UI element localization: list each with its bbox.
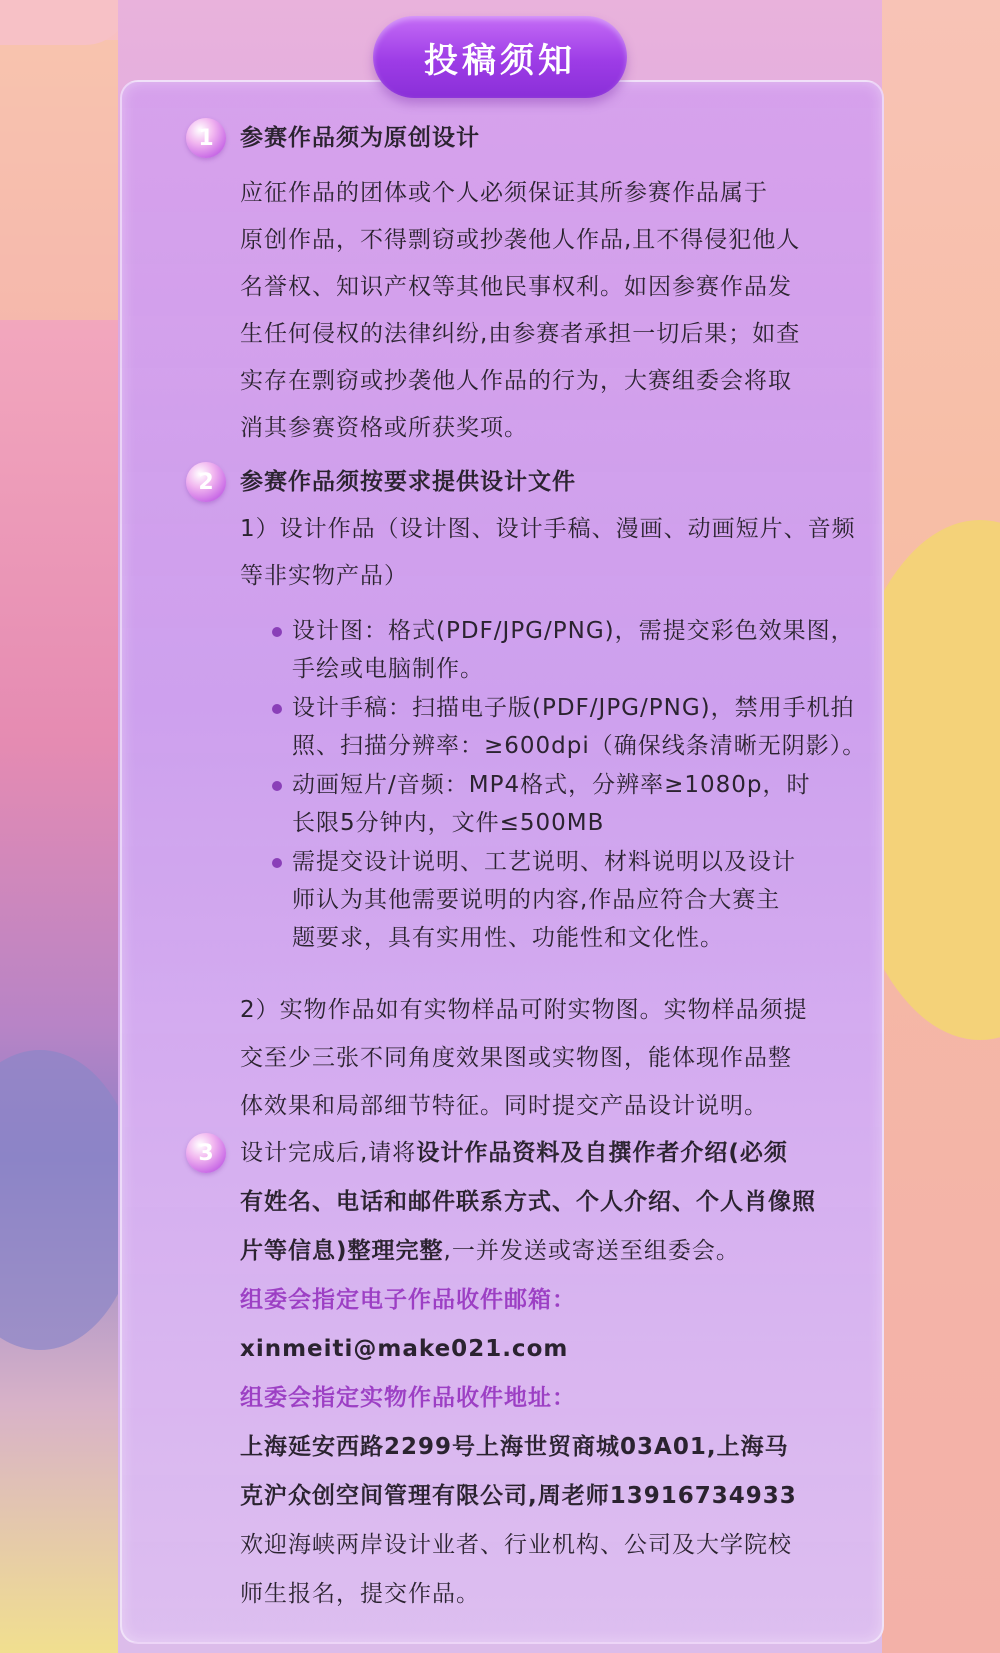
section-heading: 参赛作品须为原创设计	[240, 125, 480, 151]
body-line: 1）设计作品（设计图、设计手稿、漫画、动画短片、音频	[240, 516, 856, 542]
section-heading: 参赛作品须按要求提供设计文件	[240, 469, 576, 495]
bullet-line: 照、扫描分辨率：≥600dpi（确保线条清晰无阴影）。	[292, 733, 867, 759]
closing-line: 师生报名，提交作品。	[240, 1581, 480, 1607]
bullet-dot	[272, 858, 282, 868]
bullet-dot	[272, 704, 282, 714]
body-line: 原创作品，不得剽窃或抄袭他人作品,且不得侵犯他人	[240, 227, 801, 253]
body-line: 实存在剽窃或抄袭他人作品的行为，大赛组委会将取	[240, 368, 792, 394]
bullet-line: 需提交设计说明、工艺说明、材料说明以及设计	[292, 849, 796, 875]
body-text: ,一并发送或寄送至组委会。	[443, 1238, 740, 1264]
body-line: 生任何侵权的法律纠纷,由参赛者承担一切后果；如查	[240, 321, 801, 347]
page-title: 投稿须知	[424, 40, 576, 81]
email-label: 组委会指定电子作品收件邮箱：	[240, 1287, 576, 1313]
section-number-badge: 2	[186, 462, 226, 502]
body-line: 有姓名、电话和邮件联系方式、个人介绍、个人肖像照	[240, 1189, 816, 1215]
bullet-line: 设计图：格式(PDF/JPG/PNG)，需提交彩色效果图，	[292, 618, 855, 644]
bullet-line: 手绘或电脑制作。	[292, 656, 484, 682]
email-address: xinmeiti@make021.com	[240, 1336, 569, 1362]
section-number-badge: 1	[186, 118, 226, 158]
bullet-dot	[272, 627, 282, 637]
bullet-line: 长限5分钟内，文件≤500MB	[292, 810, 605, 836]
body-text-bold: 片等信息)整理完整	[240, 1238, 444, 1264]
body-line: 体效果和局部细节特征。同时提交产品设计说明。	[240, 1093, 768, 1119]
body-text-bold: 设计作品资料及自撰作者介绍(必须	[416, 1140, 788, 1166]
body-line	[240, 1138, 788, 1168]
body-line	[240, 1236, 740, 1266]
closing-line: 欢迎海峡两岸设计业者、行业机构、公司及大学院校	[240, 1532, 792, 1558]
bullet-dot	[272, 781, 282, 791]
bullet-line: 设计手稿：扫描电子版(PDF/JPG/PNG)，禁用手机拍	[292, 695, 855, 721]
body-line: 交至少三张不同角度效果图或实物图，能体现作品整	[240, 1045, 792, 1071]
body-text: 设计完成后,请将	[240, 1140, 417, 1166]
address-line: 上海延安西路2299号上海世贸商城03A01,上海马	[240, 1434, 789, 1460]
body-line: 等非实物产品）	[240, 563, 408, 589]
body-line: 2）实物作品如有实物样品可附实物图。实物样品须提	[240, 997, 808, 1023]
bullet-line: 师认为其他需要说明的内容,作品应符合大赛主	[292, 887, 781, 913]
address-label: 组委会指定实物作品收件地址：	[240, 1385, 576, 1411]
bullet-line: 动画短片/音频：MP4格式，分辨率≥1080p，时	[292, 772, 811, 798]
section-number-badge: 3	[186, 1133, 226, 1173]
address-line: 克沪众创空间管理有限公司,周老师13916734933	[240, 1483, 797, 1509]
body-line: 名誉权、知识产权等其他民事权利。如因参赛作品发	[240, 274, 792, 300]
body-line: 消其参赛资格或所获奖项。	[240, 415, 528, 441]
bullet-line: 题要求，具有实用性、功能性和文化性。	[292, 925, 724, 951]
body-line: 应征作品的团体或个人必须保证其所参赛作品属于	[240, 180, 768, 206]
